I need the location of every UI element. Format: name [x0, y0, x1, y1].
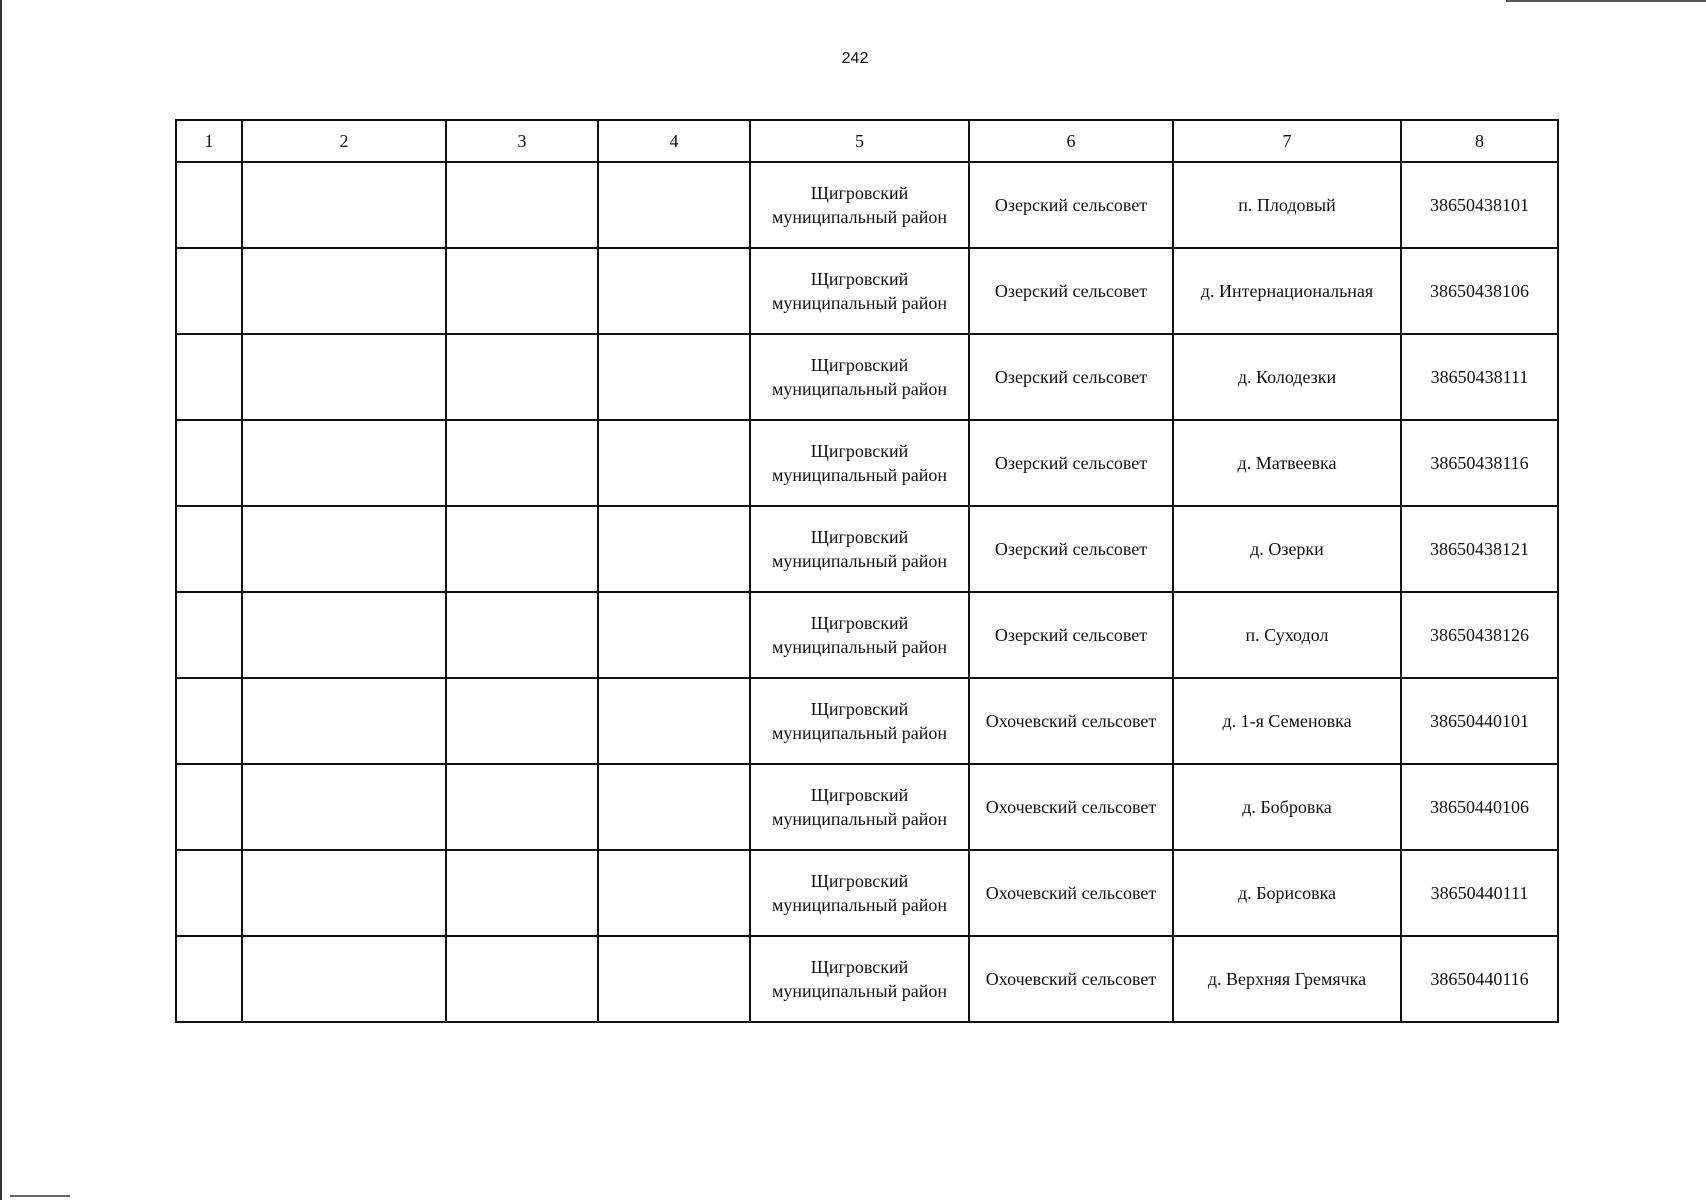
cell-col-1	[176, 506, 242, 592]
cell-settlement: д. Матвеевка	[1173, 420, 1401, 506]
column-header: 8	[1401, 120, 1558, 162]
cell-col-1	[176, 162, 242, 248]
cell-col-3	[446, 334, 598, 420]
cell-col-2	[242, 162, 446, 248]
cell-col-4	[598, 334, 750, 420]
cell-col-3	[446, 764, 598, 850]
column-header: 3	[446, 120, 598, 162]
cell-oktmo-code: 38650438101	[1401, 162, 1558, 248]
cell-col-2	[242, 764, 446, 850]
scan-edge-top	[1506, 0, 1706, 2]
table-row	[176, 420, 1558, 506]
cell-oktmo-code: 38650440111	[1401, 850, 1558, 936]
column-header: 1	[176, 120, 242, 162]
table-row	[176, 678, 1558, 764]
column-header: 5	[750, 120, 969, 162]
cell-col-3	[446, 506, 598, 592]
column-header: 4	[598, 120, 750, 162]
cell-oktmo-code: 38650438116	[1401, 420, 1558, 506]
cell-settlement: д. 1-я Семеновка	[1173, 678, 1401, 764]
cell-council: Охочевский сельсовет	[969, 764, 1173, 850]
cell-col-1	[176, 850, 242, 936]
cell-oktmo-code: 38650440106	[1401, 764, 1558, 850]
cell-col-1	[176, 678, 242, 764]
cell-settlement: п. Плодовый	[1173, 162, 1401, 248]
cell-council: Озерский сельсовет	[969, 592, 1173, 678]
cell-settlement: д. Колодезки	[1173, 334, 1401, 420]
cell-col-3	[446, 420, 598, 506]
cell-council: Озерский сельсовет	[969, 162, 1173, 248]
cell-settlement: д. Интернациональная	[1173, 248, 1401, 334]
table-row	[176, 334, 1558, 420]
cell-district: Щигровский муниципальный район	[750, 936, 969, 1022]
cell-council: Озерский сельсовет	[969, 506, 1173, 592]
cell-district: Щигровский муниципальный район	[750, 248, 969, 334]
column-header: 2	[242, 120, 446, 162]
cell-district: Щигровский муниципальный район	[750, 850, 969, 936]
cell-col-4	[598, 764, 750, 850]
scan-mark-bottom	[10, 1195, 70, 1197]
column-header: 6	[969, 120, 1173, 162]
cell-col-3	[446, 248, 598, 334]
cell-col-2	[242, 506, 446, 592]
cell-col-4	[598, 592, 750, 678]
cell-oktmo-code: 38650440116	[1401, 936, 1558, 1022]
cell-col-4	[598, 850, 750, 936]
cell-council: Озерский сельсовет	[969, 334, 1173, 420]
table-header-row	[176, 120, 1558, 162]
data-table	[175, 119, 1559, 1023]
cell-col-4	[598, 936, 750, 1022]
cell-col-2	[242, 936, 446, 1022]
scan-edge-left	[0, 0, 2, 1200]
cell-col-1	[176, 334, 242, 420]
table-row	[176, 506, 1558, 592]
cell-oktmo-code: 38650438126	[1401, 592, 1558, 678]
cell-col-2	[242, 850, 446, 936]
table-row	[176, 936, 1558, 1022]
cell-oktmo-code: 38650438121	[1401, 506, 1558, 592]
table-row	[176, 162, 1558, 248]
cell-col-2	[242, 420, 446, 506]
cell-district: Щигровский муниципальный район	[750, 592, 969, 678]
cell-col-1	[176, 420, 242, 506]
cell-oktmo-code: 38650438111	[1401, 334, 1558, 420]
cell-council: Охочевский сельсовет	[969, 850, 1173, 936]
cell-col-3	[446, 850, 598, 936]
cell-col-2	[242, 678, 446, 764]
cell-col-1	[176, 248, 242, 334]
cell-col-2	[242, 592, 446, 678]
cell-settlement: д. Верхняя Гремячка	[1173, 936, 1401, 1022]
cell-district: Щигровский муниципальный район	[750, 334, 969, 420]
cell-col-3	[446, 162, 598, 248]
column-header: 7	[1173, 120, 1401, 162]
cell-col-2	[242, 248, 446, 334]
cell-col-2	[242, 334, 446, 420]
page-number: 242	[841, 50, 869, 67]
cell-council: Озерский сельсовет	[969, 420, 1173, 506]
cell-settlement: д. Озерки	[1173, 506, 1401, 592]
cell-oktmo-code: 38650440101	[1401, 678, 1558, 764]
cell-settlement: п. Суходол	[1173, 592, 1401, 678]
cell-council: Охочевский сельсовет	[969, 936, 1173, 1022]
cell-district: Щигровский муниципальный район	[750, 764, 969, 850]
cell-col-4	[598, 248, 750, 334]
cell-col-1	[176, 592, 242, 678]
cell-col-4	[598, 506, 750, 592]
cell-district: Щигровский муниципальный район	[750, 506, 969, 592]
table-row	[176, 764, 1558, 850]
cell-council: Озерский сельсовет	[969, 248, 1173, 334]
cell-council: Охочевский сельсовет	[969, 678, 1173, 764]
cell-settlement: д. Бобровка	[1173, 764, 1401, 850]
cell-col-4	[598, 420, 750, 506]
cell-col-4	[598, 162, 750, 248]
table-row	[176, 592, 1558, 678]
table-body	[176, 162, 1558, 1022]
cell-col-3	[446, 678, 598, 764]
cell-oktmo-code: 38650438106	[1401, 248, 1558, 334]
cell-col-1	[176, 764, 242, 850]
table-row	[176, 850, 1558, 936]
cell-col-1	[176, 936, 242, 1022]
cell-col-3	[446, 936, 598, 1022]
cell-col-3	[446, 592, 598, 678]
table-row	[176, 248, 1558, 334]
cell-col-4	[598, 678, 750, 764]
cell-district: Щигровский муниципальный район	[750, 420, 969, 506]
cell-district: Щигровский муниципальный район	[750, 162, 969, 248]
cell-district: Щигровский муниципальный район	[750, 678, 969, 764]
cell-settlement: д. Борисовка	[1173, 850, 1401, 936]
